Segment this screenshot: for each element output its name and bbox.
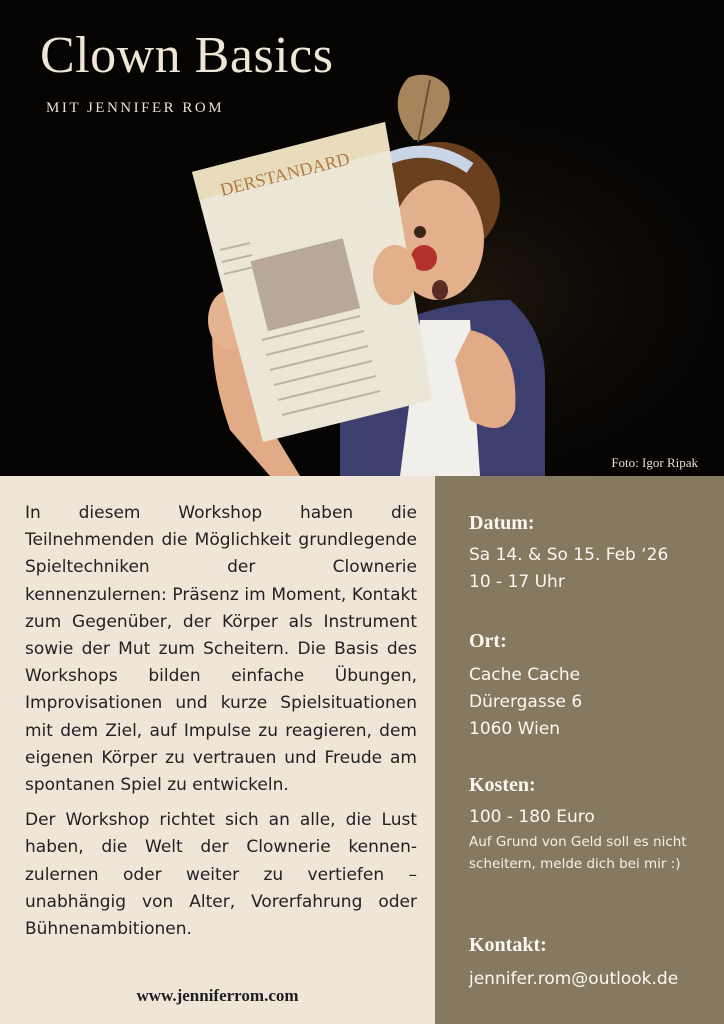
ort-street: Dürergasse 6 xyxy=(469,692,583,712)
datum-time: 10 - 17 Uhr xyxy=(469,572,565,592)
kontakt-section xyxy=(469,934,714,993)
clown-reading-newspaper-photo xyxy=(180,70,724,476)
datum-section xyxy=(469,512,714,596)
kosten-heading: Kosten: xyxy=(469,774,536,796)
ort-section xyxy=(469,630,714,743)
datum-date: Sa 14. & So 15. Feb ‘26 xyxy=(469,545,669,565)
description-paragraph-1: In diesem Workshop haben die Teilnehmenden die Möglichkeit grundlegende Spieltechniken der Clownerie kennenzulernen: Präsenz im Moment, Kontakt zum Gegenüber, der Körper als Instrument sowie der Mut zum Scheitern. Die Basis des Workshops bilden einfache Übungen, Improvisationen und kurze Spielsituationen mit dem Ziel, auf Impulse zu reagieren, dem eigenen Körper zu vertrauen und Freude am spontanen Spiel zu entwickeln. xyxy=(25,503,417,796)
hero-photo-section xyxy=(0,0,724,476)
datum-heading: Datum: xyxy=(469,512,535,534)
page-title: Clown Basics xyxy=(40,27,334,84)
ort-city: 1060 Wien xyxy=(469,719,561,739)
subtitle: MIT JENNIFER ROM xyxy=(46,100,225,116)
description-paragraph-2: Der Workshop richtet sich an alle, die Lust haben, die Welt der Clownerie kennenzulernen oder weiter zu vertiefen – unabhängig von Alter, Vorerfahrung oder Bühnenambitionen. xyxy=(25,810,417,940)
info-panel xyxy=(435,476,724,1024)
ort-venue: Cache Cache xyxy=(469,665,581,685)
description-text xyxy=(25,500,417,951)
website-link[interactable]: www.jenniferrom.com xyxy=(136,986,299,1005)
kosten-section xyxy=(469,774,714,875)
kontakt-heading: Kontakt: xyxy=(469,934,547,956)
kosten-price: 100 - 180 Euro xyxy=(469,807,595,827)
photo-credit: Foto: Igor Ripak xyxy=(611,455,698,470)
description-panel xyxy=(0,476,435,1024)
ort-heading: Ort: xyxy=(469,630,507,652)
kosten-note: Auf Grund von Geld soll es nicht scheitern, melde dich bei mir :) xyxy=(469,834,687,872)
newspaper-masthead: DERSTANDARD xyxy=(218,148,352,200)
kontakt-email[interactable]: jennifer.rom@outlook.de xyxy=(469,969,679,989)
